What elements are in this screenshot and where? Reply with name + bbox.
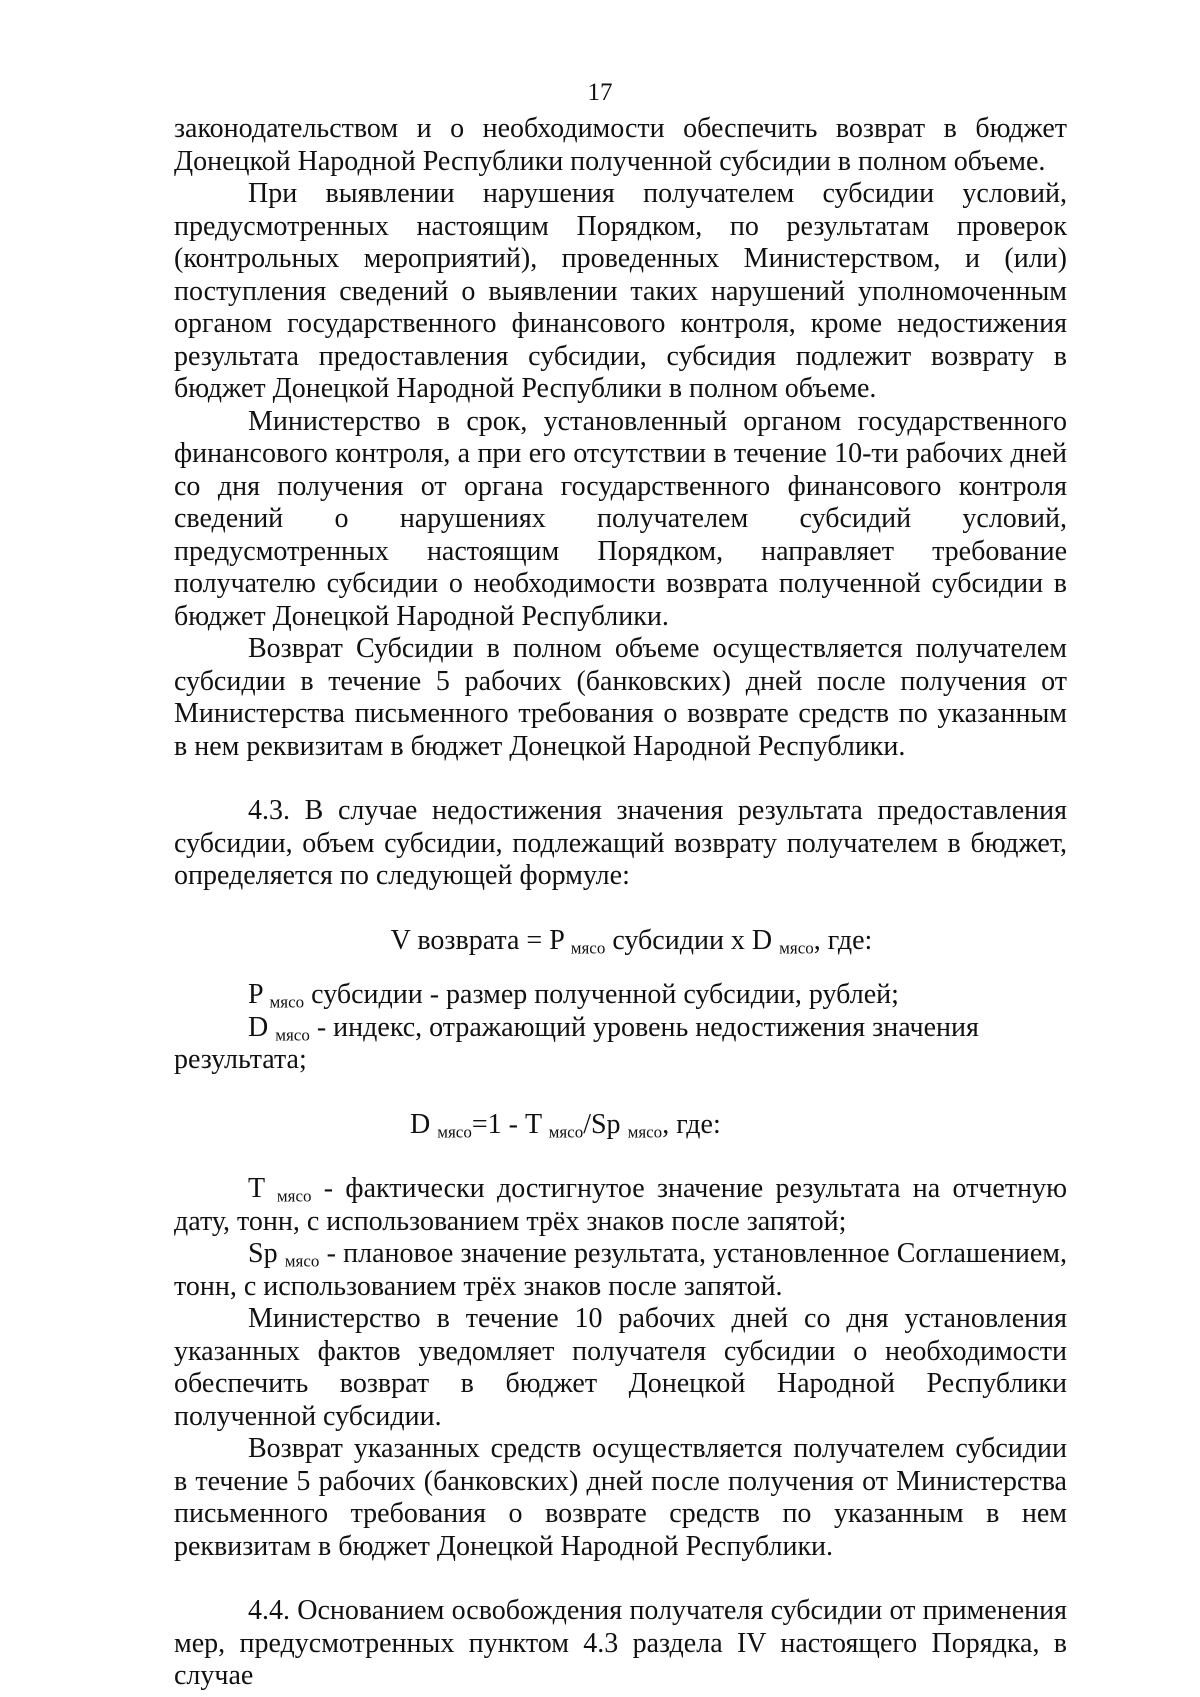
definition-t-meat: T $_{мясо}$ - фактически достигнутое значение результата на отчетную дату, тонн, с использованием трёх знаков после запятой; <box>174 1173 1067 1237</box>
paragraph-continuation: законодательством и о необходимости обеспечить возврат в бюджет Донецкой Народной Республики полученной субсидии в полном объеме. <box>174 113 1067 177</box>
paragraph-return-deadline: Возврат Субсидии в полном объеме осуществляется получателем субсидии в течение 5 рабочих (банковских) дней после получения от Министерства письменного требования о возврате средств по указанным в нем реквизитам в бюджет Донецкой Народной Республики. <box>174 633 1067 762</box>
definition-d-meat: D $_{мясо}$ - индекс, отражающий уровень недостижения значения результата; <box>174 1011 979 1075</box>
paragraph-ministry-requirement: Министерство в срок, установленный органом государственного финансового контроля, а при его отсутствии в течение 10-ти рабочих дней со дня получения от органа государственного финансового контроля сведений о нарушениях получателем субсидий условий, предусмотренных настоящим Порядком, направляет требование получателю субсидии о необходимости возврата полученной субсидии в бюджет Донецкой Народной Республики. <box>174 405 1067 632</box>
paragraph-funds-return: Возврат указанных средств осуществляется получателем субсидии в течение 5 рабочих (банковских) дней после получения от Министерства письменного требования о возврате средств по указанным в нем реквизитам в бюджет Донецкой Народной Республики. <box>174 1433 1067 1562</box>
page-number: 17 <box>587 79 613 106</box>
paragraph-4-4: 4.4. Основанием освобождения получателя субсидии от применения мер, предусмотренных пунктом 4.3 раздела IV настоящего Порядка, в случае <box>174 1595 1067 1691</box>
paragraph-4-3: 4.3. В случае недостижения значения результата предоставления субсидии, объем субсидии, подлежащий возврату получателем в бюджет, определяется по следующей формуле: <box>174 795 1067 891</box>
formula-return-volume: V возврата = P $_{мясо}$ субсидии x D $_{мясо}$, где: <box>390 924 873 957</box>
formula-index-d: D $_{мясо}$=1 - T $_{мясо}$/Sp $_{мясо}$, где: <box>410 1108 721 1141</box>
paragraph-violation-return: При выявлении нарушения получателем субсидии условий, предусмотренных настоящим Порядком, по результатам проверок (контрольных мероприятий), проведенных Министерством, и (или) поступления сведений о выявлении таких нарушений уполномоченным органом государственного финансового контроля, кроме недостижения результата предоставления субсидии, субсидия подлежит возврату в бюджет Донецкой Народной Республики в полном объеме. <box>174 178 1067 404</box>
definition-p-meat: P $_{мясо}$ субсидии - размер полученной субсидии, рублей; <box>248 979 899 1012</box>
paragraph-ministry-notification: Министерство в течение 10 рабочих дней со дня установления указанных фактов уведомляет получателя субсидии о необходимости обеспечить возврат в бюджет Донецкой Народной Республики полученной субсидии. <box>174 1303 1067 1432</box>
definition-sp-meat: Sp $_{мясо}$ - плановое значение результата, установленное Соглашением, тонн, с использованием трёх знаков после запятой. <box>174 1238 1067 1302</box>
document-body <box>174 113 1067 1693</box>
